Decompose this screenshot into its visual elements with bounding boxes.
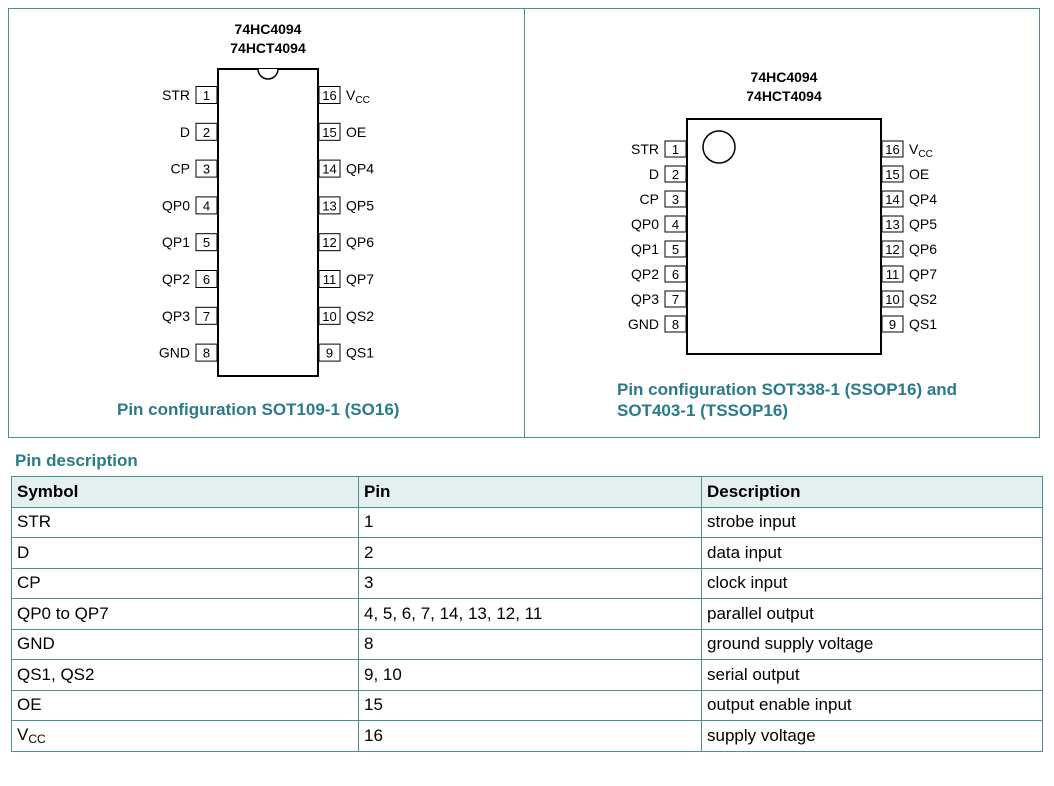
- pin-cell: 15: [359, 690, 702, 721]
- symbol-cell: [12, 721, 359, 752]
- chip-title-line: 74HCT4094: [746, 88, 822, 104]
- pin-label: $V_{CC}$: [909, 141, 933, 160]
- pin-label: CP: [170, 160, 190, 177]
- pin-number: 10: [322, 308, 337, 324]
- pin-number: 11: [885, 267, 900, 282]
- pin-configuration-panels: [8, 8, 1040, 438]
- pin-label: GND: [627, 316, 659, 332]
- pin-label: QP7: [909, 266, 938, 282]
- symbol-cell: CP: [12, 568, 359, 599]
- caption-ssop16-tssop16: Pin configuration SOT338-1 (SSOP16) and SOT403-1 (TSSOP16): [617, 380, 958, 420]
- pin-label: QS2: [346, 307, 375, 324]
- header-symbol: Symbol: [12, 477, 359, 508]
- table-row: [12, 660, 1043, 691]
- pin-description-title: Pin description: [15, 451, 138, 470]
- pin-number: 12: [885, 242, 900, 257]
- description-cell: serial output: [702, 660, 1043, 691]
- header-description: Description: [702, 477, 1043, 508]
- pin-label: QS2: [909, 291, 938, 307]
- pin-number: 7: [202, 308, 211, 324]
- pin-label: QP4: [909, 191, 938, 207]
- chip-title-line: 74HCT4094: [230, 40, 306, 56]
- symbol-main: V: [17, 725, 29, 745]
- pin-label: QP0: [630, 216, 659, 232]
- pin-label: QS1: [909, 316, 938, 332]
- pin-number: 1: [202, 88, 211, 103]
- pin-number: 8: [202, 345, 211, 361]
- pin-label: D: [179, 123, 190, 140]
- pin-label: QP4: [346, 160, 375, 177]
- pin-number: 7: [671, 292, 680, 307]
- caption-so16: Pin configuration SOT109-1 (SO16): [117, 400, 400, 419]
- pin-number: 4: [671, 217, 680, 232]
- description-cell: parallel output: [702, 599, 1043, 630]
- pin-label: QP5: [909, 216, 938, 232]
- pin-number: 12: [322, 235, 337, 251]
- pin-number: 2: [202, 124, 211, 140]
- pin-number: 4: [202, 198, 211, 214]
- table-row: [12, 721, 1043, 752]
- pin-cell: 8: [359, 629, 702, 660]
- pin-number: 10: [885, 292, 900, 307]
- pin-label: CP: [639, 191, 659, 207]
- pin-cell: 4, 5, 6, 7, 14, 13, 12, 11: [359, 599, 702, 630]
- pin-number: 15: [322, 124, 337, 140]
- pin-label: QP2: [161, 271, 190, 287]
- chip-title-line: 74HC4094: [750, 69, 818, 85]
- description-cell: output enable input: [702, 690, 1043, 721]
- pin-label: STR: [631, 141, 659, 157]
- pin-number: 8: [671, 317, 680, 332]
- pin-number: 15: [885, 167, 900, 182]
- table-row: [12, 599, 1043, 630]
- pin-number: 16: [322, 88, 337, 103]
- pin-label: QP6: [909, 241, 938, 257]
- pin-number: 2: [671, 167, 680, 182]
- pin-number: 9: [888, 317, 897, 332]
- pin-cell: 1: [359, 507, 702, 538]
- pin-label: QP0: [161, 197, 190, 214]
- table-row: [12, 538, 1043, 569]
- pin1-marker: [703, 131, 735, 163]
- pin-number: 6: [202, 272, 211, 287]
- pin-number: 9: [325, 345, 334, 361]
- symbol-cell: QS1, QS2: [12, 660, 359, 691]
- pin-label: $V_{CC}$: [346, 87, 370, 106]
- symbol-cell: D: [12, 538, 359, 569]
- symbol-cell: STR: [12, 507, 359, 538]
- pin-label: QP6: [346, 234, 375, 251]
- pin-cell: 2: [359, 538, 702, 569]
- pin-number: 5: [202, 235, 211, 251]
- pin-label: QS1: [346, 344, 375, 361]
- table-row: [12, 507, 1043, 538]
- pin-number: 6: [671, 267, 680, 282]
- pin-label: QP3: [161, 307, 190, 324]
- pin-number: 3: [671, 192, 680, 207]
- symbol-cell: GND: [12, 629, 359, 660]
- pin-number: 1: [671, 142, 680, 157]
- chip-title-line: 74HC4094: [234, 21, 302, 37]
- pin-cell: 16: [359, 721, 702, 752]
- pin-label: QP2: [630, 266, 659, 282]
- description-cell: supply voltage: [702, 721, 1043, 752]
- pin-label: QP1: [630, 241, 659, 257]
- pin-cell: 9, 10: [359, 660, 702, 691]
- symbol-cell: OE: [12, 690, 359, 721]
- pin-label: QP3: [630, 291, 659, 307]
- description-cell: strobe input: [702, 507, 1043, 538]
- table-header-row: [12, 477, 1043, 508]
- table-row: [12, 690, 1043, 721]
- pin-number: 5: [671, 242, 680, 257]
- pin-number: 13: [322, 198, 337, 214]
- pin-label: GND: [158, 344, 190, 361]
- pin-label: OE: [909, 166, 930, 182]
- pin-label: QP7: [346, 271, 375, 287]
- description-cell: ground supply voltage: [702, 629, 1043, 660]
- pin-number: 14: [322, 161, 337, 177]
- pin-label: OE: [346, 123, 367, 140]
- description-cell: clock input: [702, 568, 1043, 599]
- symbol-cell: QP0 to QP7: [12, 599, 359, 630]
- ssop16-group: [628, 69, 937, 354]
- symbol-subscript: CC: [28, 732, 46, 747]
- pin-number: 16: [885, 142, 900, 157]
- ssop16-tssop16-pinout-diagram: [9, 9, 1039, 437]
- pin-description-table: [11, 476, 1043, 752]
- table-row: [12, 629, 1043, 660]
- pin-number: 13: [885, 217, 900, 232]
- pin-label: D: [648, 166, 659, 182]
- description-cell: data input: [702, 538, 1043, 569]
- pin-number: 11: [322, 272, 337, 287]
- table-row: [12, 568, 1043, 599]
- pin-label: QP5: [346, 197, 375, 214]
- pin-number: 14: [885, 192, 900, 207]
- header-pin: Pin: [359, 477, 702, 508]
- pin-label: STR: [162, 87, 190, 103]
- pin-cell: 3: [359, 568, 702, 599]
- pin-number: 3: [202, 161, 211, 177]
- pin-label: QP1: [161, 234, 190, 251]
